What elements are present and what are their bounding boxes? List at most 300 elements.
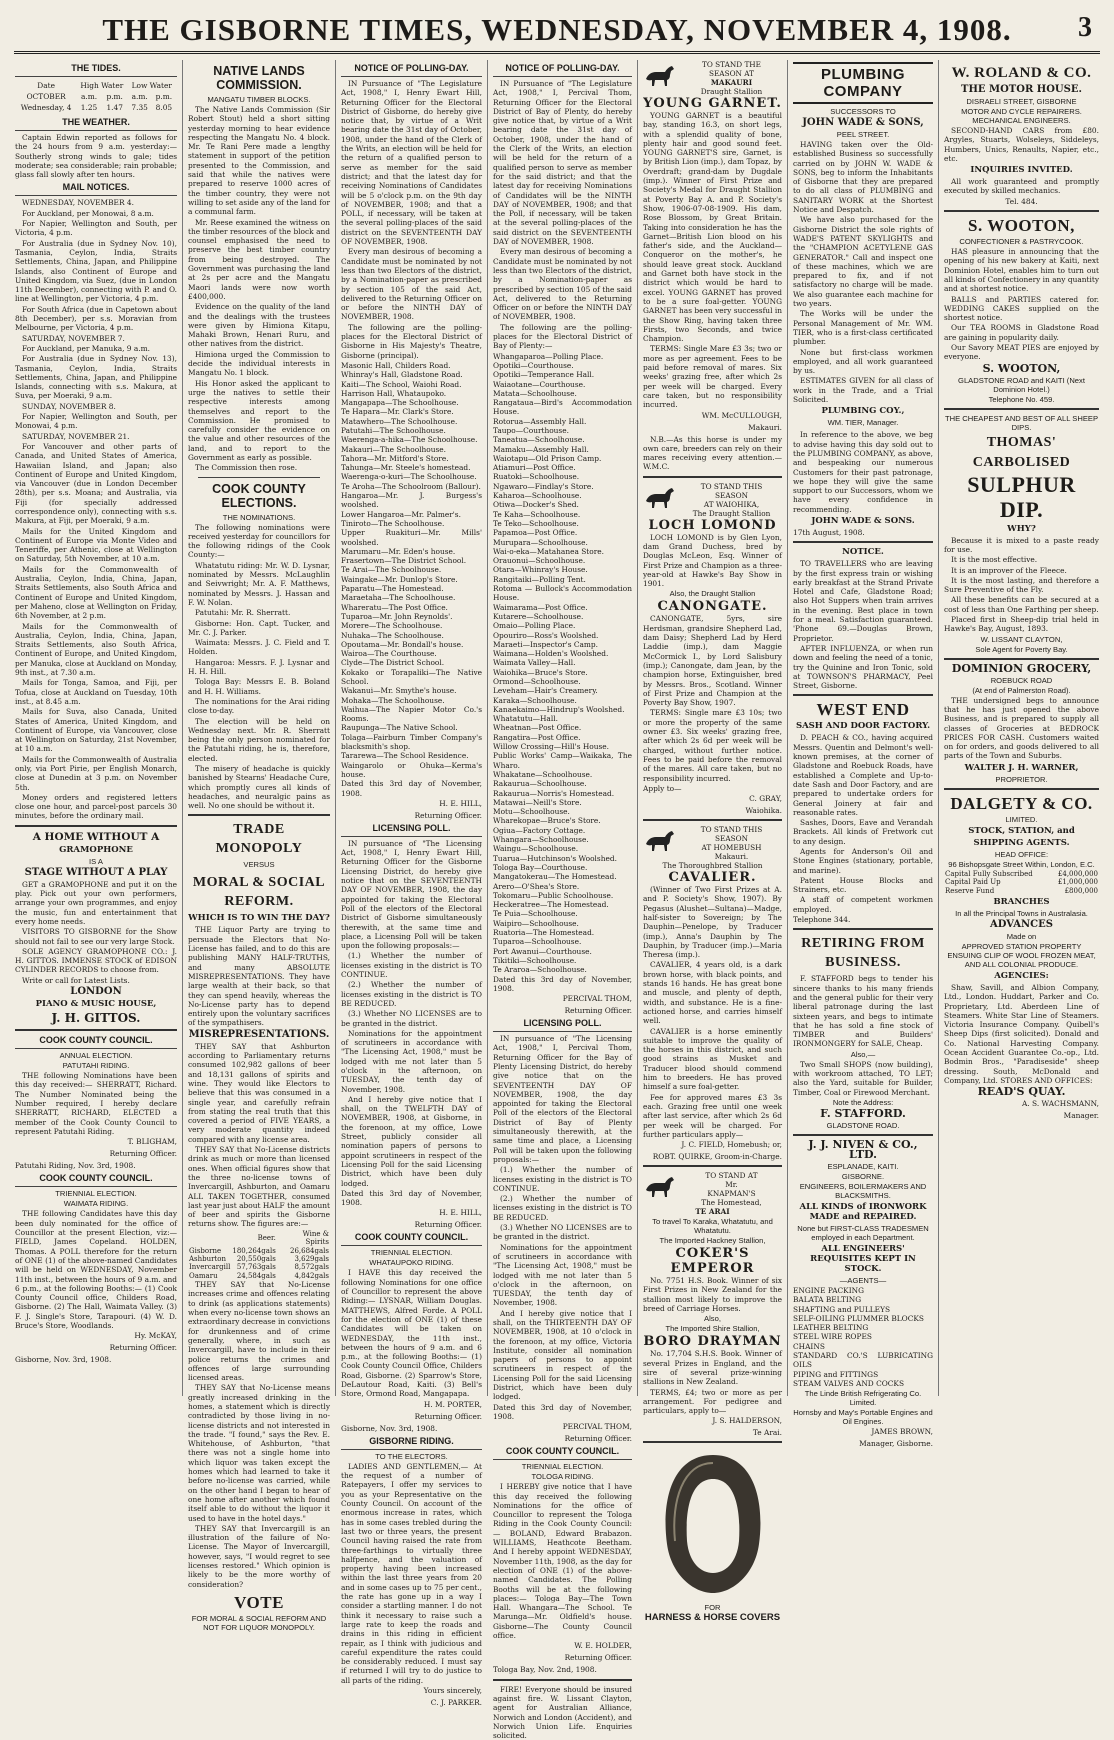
sulphur-agent: Sole Agent for Poverty Bay.: [975, 644, 1068, 654]
stallion-top: SEASON: [715, 834, 748, 844]
polling-place: Kutarere—Schoolhouse.: [493, 611, 584, 621]
polling-places: [493, 352, 632, 975]
polling-place: Tahora—Mr. Mitford's Store.: [341, 453, 449, 463]
polling-place: Whangaparoa—Polling Place.: [493, 351, 604, 361]
notice-heading: NOTICE.: [842, 547, 884, 558]
mail-notice-item: For Australia (due in Sydney Nov. 13), Tasmania, Ceylon, India, Straits Settlements, China, Japan, and Philippine Islands, connecting with s.s. Makura, at Suva, per Moeraki, 9 a.m.: [15, 354, 177, 401]
table-cell: £800,000: [1064, 886, 1098, 895]
retiring-name: F. STAFFORD.: [820, 1106, 906, 1120]
licensing-text: Nominations for the appointment of scrutineers in accordance with "The Licensing Act, 1908," must be lodged with me not later than 5 o'clock in the afternoon, on TUESDAY, the tenth day of November, 1908.: [341, 1028, 482, 1094]
roland-inquiries: INQUIRIES INVITED.: [970, 165, 1073, 176]
table-cell: Invercargill: [189, 1263, 231, 1272]
polling-place: Tuparoa—Mr. John Reynolds'.: [341, 611, 453, 621]
polling-place: Whakatane—Schoolhouse.: [493, 769, 593, 779]
signature: JAMES BROWN,: [871, 1427, 933, 1437]
licensing-proposal: (3.) Whether NO LICENSES are to be granted in the district.: [493, 1223, 632, 1242]
mail-notice-item: For Napier, Wellington and South, per Monowai, 4 p.m.: [15, 412, 177, 431]
riding-sub: TO THE ELECTORS.: [375, 1451, 448, 1461]
misrep-article-2: [188, 1280, 330, 1589]
plumbing-heading: PLUMBING COMPANY: [793, 62, 933, 104]
stallion-top: Makauri.: [714, 852, 749, 862]
retiring-addr: GLADSTONE ROAD.: [826, 1120, 900, 1130]
council2-sub: WAIMATA RIDING.: [63, 1199, 129, 1209]
table-cell: Capital Fully Subscribed: [945, 869, 1033, 878]
roland-text: All work guaranteed and promptly executed by skilled mechanics.: [944, 177, 1099, 196]
polling-place: Wai-o-eka—Matahanea Store.: [493, 546, 604, 556]
polling-place: Rotoma — Bullock's Accommodation House.: [493, 584, 632, 603]
native-paragraph: The Native Lands Commission (Sir Robert Stout) held a short sitting yesterday morning to hear evidence respecting the Mangatu No. 4 block. Mr. Te Rani Pere made a lengthy statement in support of the petition presented to the Commission, and said that while the natives were prepared to reserve 1000 acres of the timber country, they were not willing to set aside any of the land for a communal farm.: [188, 105, 330, 217]
polling-place: Mangatokerau—The Homestead.: [493, 872, 617, 882]
signature: Manager, Gisborne.: [859, 1439, 933, 1449]
elections-paragraph: The following nominations were received yesterday for councillors for the following ridings of the Cook County:—: [188, 522, 330, 560]
wooton-sub: CONFECTIONER & PASTRYCOOK.: [959, 237, 1084, 247]
licensing-proposal: (3.) Whether NO LICENSES are to be granted in the district.: [341, 1009, 482, 1028]
signature: Returning Officer.: [564, 1653, 632, 1663]
stallion-top: SEASON: [715, 490, 748, 500]
polling-place: Nuhaka—The Schoolhouse.: [341, 630, 444, 640]
table-cell: £4,000,000: [1057, 869, 1098, 878]
stallion-name: CAVALIER.: [668, 870, 757, 886]
capital-row: [944, 887, 1099, 895]
niven-item: PIPING and FITTINGS: [793, 1369, 879, 1379]
polling-place: Ngawaro—Findlay's Store.: [493, 481, 594, 491]
polling-place: Rakaurua—Norris's Homestead.: [493, 788, 615, 798]
signature: H. M. PORTER,: [423, 1399, 482, 1409]
stallion-top: The Draught Stallion: [692, 508, 771, 518]
signature: PERCIVAL THOM,: [562, 1422, 632, 1432]
canongate-terms: TERMS: Single mare £3 10s; two or more the property of the same owner £3. Six weeks' grazing free, after which 2s 6d per week will be charged, without further notice. Fees to be paid before the removal of the mares. All care taken, but no responsibility incurred.: [643, 708, 782, 783]
elections-paragraph: The election will be held on Wednesday next. Mr. R. Sherratt being the only person nominated for the Patutahi riding, he is, therefore, elected.: [188, 716, 330, 763]
plumbing-company: PLUMBING COY.,: [821, 406, 905, 417]
polling-place: Opoutama—Mr. Bondall's house.: [341, 639, 464, 649]
whataupoko-text: I HAVE this day received the following Nominations for one office of Councillor to represent the above Riding:— LYSNAR, William Douglas. MATTHEWS, Alfred Forde. A POLL for the election of ONE (1) of these Candidates will be taken on WEDNESDAY, the 11th inst., between the hours of 9 a.m. and 6 p.m., at the following Booths:— (1) Cook County Council Office, Childers Road, Gisborne. (2) Sparrow's Store, DeLautour Road, Kaiti. (3) Bell's Store, Ormond Road, Mangapapa.: [341, 1268, 482, 1399]
polling-place: Orauonui—Schoolhouse.: [493, 556, 586, 566]
signature: C. GRAY,: [749, 794, 782, 804]
plumbing-manager: WM. TIER, Manager.: [827, 418, 899, 428]
whataupoko-sub: WHATAUPOKO RIDING.: [369, 1258, 454, 1268]
polling-place: Whinray's Hall, Gladstone Road.: [341, 370, 463, 380]
stallion-top: TO STAND AT: [705, 1171, 758, 1181]
dalgety-quay: READ'S QUAY.: [977, 1085, 1066, 1099]
polling-text: Every man desirous of becoming a Candidate must be nominated by not less than two Electors of the district, by a Nomination-paper as prescribed by section 105 of the said Act, delivered to the Returning Officer on or before the NINTH DAY of NOVEMBER, 1908.: [341, 247, 482, 322]
cokers-emperor-ad: [643, 1171, 782, 1216]
dalgety-branches: BRANCHES: [993, 896, 1050, 907]
cavalier-text: CAVALIER, 4 years old, is a dark brown horse, with black points, and stands 16 hands. He has great bone and muscle, and plenty of depth, width, and substance. He is a fine-actioned horse, and carries himself well.: [643, 960, 782, 1026]
wooton-addr: GLADSTONE ROAD and KAITI (Next Dominion Hotel.): [958, 375, 1085, 394]
trade-heading: TRADE MONOPOLY: [215, 822, 303, 857]
notice-date: Gisborne, Nov. 3rd, 1908.: [341, 1423, 438, 1433]
polling-place: Whareratu—The Post Office.: [341, 602, 448, 612]
tologa-sub: TOLOGA RIDING.: [531, 1472, 594, 1482]
horse-icon: [643, 827, 677, 853]
polling-place: Waimata Valley—Hall.: [493, 658, 576, 668]
polling-place: Hangaroa—Mr. J. Burgess's woolshed.: [341, 491, 482, 510]
dominion-heading: DOMINION GROCERY,: [951, 661, 1092, 675]
table-cell: 24,584gals: [236, 1271, 276, 1280]
loch-also: Also, the Draught Stallion: [669, 589, 756, 599]
native-sub: MANGATU TIMBER BLOCKS.: [207, 95, 311, 104]
mail-notice-item: SATURDAY, NOVEMBER 21.: [22, 431, 130, 441]
polling-place: Wakanui—Mr. Smythe's house.: [341, 686, 457, 696]
elections-paragraph: The misery of headache is quickly banished by Stearns' Headache Cure, which promptly cures all kinds of headaches, and neuralgic pains as well. No one should be without it.: [188, 764, 330, 811]
mail-heading: MAIL NOTICES.: [15, 182, 177, 196]
beer-row: [188, 1272, 330, 1280]
vote-sub: FOR MORAL & SOCIAL REFORM AND NOT FOR LIQUOR MONOPOLY.: [191, 1613, 327, 1632]
stallion-top: MAKAURI: [710, 78, 753, 87]
canongate-text: CANONGATE, 5yrs, sire Herdsman, grandsire Shepherd Lad, dam Daisy; Shepherd Lad by Herd Laddie (imp.), dam Maggie McCormick I., by Lord Salisbury (imp.); Canongate, dam Jean, by the champion horse, Extinguisher, bred by Messrs. Bros., Scotland. Winner of First Prize and Champion at the Poverty Bay Show, 1907.: [643, 614, 782, 708]
polling-place: Morere—The Schoolhouse.: [341, 621, 443, 631]
stallion-top: TO STAND THIS: [700, 481, 763, 491]
tide-table: [15, 79, 177, 114]
tides-heading: THE TIDES.: [15, 63, 177, 77]
polling-place: Motu—Schoolhouse.: [493, 807, 570, 817]
reform-heading: MORAL & SOCIAL REFORM.: [192, 875, 326, 910]
signature: ROBT. QUIRKE, Groom-in-Charge.: [652, 1152, 782, 1162]
polling-heading: NOTICE OF POLLING-DAY.: [493, 63, 632, 77]
native-paragraph: Himiona urged the Commission to decide the individual interests in Mangatu No. 1 block.: [188, 349, 330, 378]
dominion-sub: (At end of Palmerston Road).: [972, 685, 1071, 695]
drayman-terms: TERMS, £4; two or more as per arrangement. For pedigree and particulars, apply to—: [643, 1387, 782, 1416]
polling-place: Opotiki—Temperance Hall.: [493, 370, 595, 380]
polling-place: Tuarua—Hutchinson's Woolshed.: [493, 853, 617, 863]
influenza-notice: AFTER INFLUENZA, or when run down and feeling the need of a tonic, try the Quinine and Iron Tonic, sold at TOWNSON'S PHARMACY, Peel Street, Gisborne.: [793, 643, 933, 691]
polling-place: Tararewa—The School Residence.: [341, 751, 469, 761]
london-label: LONDON: [70, 986, 122, 998]
retiring-text: F. STAFFORD begs to tender his sincere thanks to his many friends and the general public for their very liberal patronage during the last sixteen years, and begs to intimate that he has sold a fine stock of TIMBER and Builders' IRONMONGERY for SALE, Cheap.: [793, 974, 933, 1049]
tide-head-date: Date: [37, 81, 55, 90]
table-cell: Oamaru: [189, 1271, 218, 1280]
polling-place: Ormond—Schoolhouse.: [493, 677, 581, 686]
stallion-top: Draught Stallion: [700, 87, 763, 96]
signature: Returning Officer.: [414, 810, 482, 820]
horse-icon: [643, 62, 677, 88]
newspaper-title: THE GISBORNE TIMES, WEDNESDAY, NOVEMBER 4, 1908.: [102, 12, 1012, 47]
roland-tel: Tel. 484.: [1005, 196, 1038, 206]
polling-place: Karaka—Schoolhouse.: [493, 695, 577, 705]
native-paragraph: The Commission then rose.: [195, 463, 298, 473]
gittos-label: J. H. GITTOS.: [51, 1011, 141, 1026]
niven-engines: Hornsby and May's Portable Engines and Oil Engines.: [793, 1408, 933, 1427]
niven-heading: J. J. NIVEN & CO., LTD.: [808, 1137, 918, 1161]
niven-item: STANDARD CO.'S LUBRICATING OILS: [793, 1351, 933, 1370]
gramophone-paragraph: Write or call for Latest Lists.: [22, 975, 130, 985]
trade-question: WHICH IS TO WIN THE DAY?: [188, 913, 330, 924]
wooton-phone: Telephone No. 459.: [988, 394, 1055, 404]
apply-label: Apply to—: [643, 783, 682, 793]
table-cell: Wine & Spirits: [302, 1229, 329, 1247]
council2-heading: COOK COUNTY COUNCIL.: [15, 1173, 177, 1187]
elections-paragraph: Waimata: Messrs. J. C. Field and T. Holden.: [188, 638, 330, 657]
polling-place: Te Kaha—Schoolhouse.: [493, 509, 581, 519]
niven-item: BALATA BELTING: [793, 1295, 862, 1305]
notice-date: Dated this 3rd day of November, 1908.: [341, 1188, 482, 1208]
westend-sub: SASH AND DOOR FACTORY.: [795, 721, 931, 732]
column-2: [182, 60, 335, 1632]
retiring-text: Two Small SHOPS (now building), with workroom attached, TO LET; also the Yard, suitable for Builder, Timber, Coal or Firewood Merchant.: [793, 1059, 933, 1097]
polling-place: Otara—Whinray's House.: [493, 565, 588, 575]
polling-place: Port Awanui—Courthouse.: [493, 946, 592, 956]
table-cell: £1,000,000: [1057, 878, 1098, 887]
wooton-text: HAS pleasure in announcing that the opening of his new bakery at Kaiti, next Dominion Hotel, enables him to turn out all kinds of Confectionery in any quantity and at shortest notice.: [944, 247, 1099, 294]
table-cell: 26,684gals: [290, 1246, 329, 1255]
tide-head-low: Low Water: [131, 81, 172, 90]
column-6: [787, 60, 938, 1449]
sulphur-agent: W. LISSANT CLAYTON,: [980, 634, 1063, 644]
polling-place: Omaio—Polling Place.: [493, 621, 576, 631]
sulphur-reason: It is an improver of the Fleece.: [951, 565, 1067, 575]
misrep-paragraph: THEY SAY that No-License means greatly increased drinking in the homes, a statement which is directly contradicted by those living in no-license districts and not interested in the trade. "I found," says the Rev. E. Whitehouse, of Ashburton, "that there was not a single home into which liquor was taken except the homes which had learned to take it before no-license was carried, while on the other hand I began to hear of one home after another which found itself able to do without the liquor it used to have in the hotel days.": [188, 1383, 330, 1523]
polling-place: Atiamuri—Post Office.: [493, 463, 576, 473]
licensing-heading: LICENSING POLL.: [341, 823, 482, 837]
polling-place: Matawhero—The Schoolhouse.: [341, 416, 458, 426]
riding-heading: GISBORNE RIDING.: [341, 1436, 482, 1450]
niven-addr: ESPLANADE, KAITI.: [827, 1161, 899, 1171]
sulphur-reason: All these benefits can be secured at a cost of less than One Farthing per sheep.: [944, 595, 1099, 614]
polling-place: Waipiro—Schoolhouse.: [493, 918, 579, 928]
misrep-paragraph: THEY SAY that No-License increases crime and offences relating to drink (as applications statements) when every no-license town shows an extraordinary decrease in convictions for drunkenness and of crime generally, where, in such as Invercargill, have to include in their police returns the crimes and offences of large surrounding licensed areas.: [188, 1280, 330, 1383]
table-cell: 4,842gals: [294, 1271, 329, 1280]
tide-sub: p.m.: [106, 92, 123, 101]
table-cell: Gisborne: [189, 1246, 222, 1255]
signature: JOHN WADE & SONS.: [811, 515, 915, 526]
tide-sub: a.m.: [131, 92, 148, 101]
polling-places: [341, 361, 482, 779]
elections-paragraph: Patutahi: Mr. R. Sherratt.: [195, 608, 291, 618]
polling-place: Opotiki—Courthouse.: [493, 360, 574, 370]
dalgety-approved: APPROVED STATION PROPERTY ENSUING CLIP OF WOOL FROZEN MEAT, AND ALL COLONIAL PRODUCE.: [947, 941, 1096, 969]
polling-text: Every man desirous of becoming a Candidate must be nominated by not less than two Electors of the district, by a Nomination-paper as prescribed by section 105 of the said Act, delivered to the Returning Officer on or before the NINTH DAY of NOVEMBER, 1908.: [493, 247, 632, 322]
plumbing-wade: JOHN WADE & SONS,: [802, 117, 924, 128]
cokers-shire: The Imported Shire Stallion,: [665, 1324, 760, 1334]
mail-notice-item: For South Africa (due in Capetown about 8th December), per s.s. Moravian from Melbourne, per Victoria, 4 p.m.: [15, 304, 177, 333]
polling-place: Willow Crossing—Hill's House.: [493, 742, 610, 752]
roland-heading: W. ROLAND & CO.: [951, 65, 1092, 81]
tide-cell: 8.05: [155, 103, 173, 112]
sulphur-name: SULPHUR: [967, 471, 1076, 497]
polling-place: Waingarolo or Ohuka—Kerma's house.: [341, 760, 482, 779]
council1-heading: COOK COUNTY COUNCIL.: [15, 1035, 177, 1049]
polling-place: Waerenga-a-hika—The Schoolhouse.: [341, 435, 478, 445]
whataupoko-sub: TRIENNIAL ELECTION.: [370, 1248, 453, 1258]
polling-place: Heckeratree—The Homestead.: [493, 900, 609, 910]
young-garnet-ad: [643, 60, 782, 111]
beer-table: [188, 1230, 330, 1280]
stallion-top: TO STAND THE: [701, 60, 762, 69]
westend-text: Agents for Anderson's Oil and Stone Engines (stationary, portable, and marine).: [793, 847, 933, 875]
council2-sub: TRIENNIAL ELECTION.: [55, 1189, 137, 1199]
signature: Makauri.: [748, 422, 782, 432]
sulphur-reason: It is the most effective.: [951, 555, 1038, 565]
polling-place: Waiaotane—Courthouse.: [493, 379, 586, 389]
misrep-paragraph: THEY SAY that Invercargill is an illustration of the failure of No-License. The Mayor of Invercargill, however, says, "I would regret to see licenses restored." Which opinion is likely to be the more worthy of consideration?: [188, 1523, 330, 1589]
polling-place: Kaiti—The School, Waiohi Road.: [341, 379, 462, 389]
misrep-article: [188, 1042, 330, 1229]
mail-notice-item: For Vancouver and other parts of Canada, and United States of America, Hawaiian Island, and Japan; also Continent of Europe and United Kingdom, via Vancouver (due in London December 28th), per s.s. Moana; and Australia, via Fiji (for specially addressed correspondence only), connecting with s.s. Makura, at Fiji, per Moeraki, 9 a.m.: [15, 441, 177, 526]
gramophone-line3: IS A: [89, 856, 103, 866]
niven-agents: —AGENTS—: [839, 1275, 887, 1285]
niven-all: ALL KINDS of IRONWORK MADE and REPAIRED.: [799, 1201, 927, 1222]
notice-date: Gisborne, Nov. 3rd, 1908.: [15, 1355, 112, 1365]
column-7: [938, 60, 1104, 1396]
cokers-text: No. 7751 H.S. Book. Winner of six First Prizes in New Zealand for the stallion most likely to improve the breed of Carriage Horses.: [643, 1276, 782, 1314]
signature: A. S. WACHSMANN,: [1022, 1099, 1099, 1109]
council1-text: THE following Nominations have been this day received:— SHERRATT, Richard. The Number Nominated being the Number required, I hereby declare SHERRATT, RICHARD, ELECTED a member of the Cook County Council to represent Patutahi Riding.: [15, 1071, 177, 1136]
tide-sub: p.m.: [155, 92, 173, 101]
trade-article: [188, 925, 330, 1027]
mail-notice-item: SATURDAY, NOVEMBER 7.: [22, 333, 125, 343]
table-cell: 20,550gals: [236, 1254, 276, 1263]
native-paragraph: Evidence on the quality of the land and the dealings with the trustees were given by Himiona Kitapu, Mahaki Brown, Henari Ruru, and other natives from the district.: [188, 302, 330, 349]
polling-place: Rangatira—Post Office.: [493, 732, 581, 742]
plumbing-successors: SUCCESSORS TO: [830, 107, 896, 116]
misrep-paragraph: THEY SAY that Ashburton according to Parliamentary returns consumed 102,982 gallons of beer and 18,131 gallons of spirits and wine. They would like Electors to believe that this was consumed in a single year, and carefully refrain from stating the real truth that this covered a period of FIVE YEARS, a very moderate quantity indeed compared with any license area.: [188, 1041, 330, 1144]
polling-place: Taupo—Courthouse.: [493, 425, 569, 435]
native-heading: NATIVE LANDS COMMISSION.: [213, 64, 305, 92]
stallion-top: Mr.: [725, 1180, 738, 1190]
cavalier-ad: [643, 825, 782, 885]
niven-req: ALL ENGINEERS' REQUISITES KEPT IN STOCK.: [810, 1243, 916, 1274]
tide-sub: OCTOBER: [26, 92, 66, 101]
polling-place: Murupara—Schoolhouse.: [493, 537, 588, 547]
polling-place: Waimarama—Post Office.: [493, 602, 588, 612]
polling-place: Arero—O'Shea's Store.: [493, 881, 580, 891]
plumbing-text: HAVING taken over the Old-established Business so successfully carried on by JOHN W. WADE & SONS, beg to inform the Inhabitants of Gisborne that they are prepared to do all class of PLUMBING and SANITARY WORK at the Shortest Notice and Despatch.: [793, 140, 933, 215]
polling-place: Maraetaha—The Schoolhouse.: [341, 593, 456, 603]
licensing-proposal: (1.) Whether the number of licenses existing in the district is TO CONTINUE.: [493, 1165, 632, 1193]
covers-line: HARNESS & HORSE COVERS: [644, 1612, 781, 1624]
polling-place: Whatatutu—Hall.: [493, 714, 558, 724]
fire-insurance-ad: FIRE! Everyone should be insured against fire. W. Lissant Clayton, agent for Australian Alliance, Norwich and London (Accident), and Norwich Union Life. Enquiries solicited.: [493, 1684, 632, 1740]
misrep-paragraph: THEY SAY that No-License districts drink as much or more than licensed ones. When official figures show that the three no-license towns of Invercargill, Ashburton, and Oamaru ALL TAKEN TOGETHER, consumed last year just about HALF the amount of beer and spirits the Gisborne returns show. The figures are:—: [188, 1145, 330, 1229]
notice-date: Dated this 3rd day of November, 1908.: [493, 974, 632, 993]
notice-date: 17th August, 1908.: [793, 527, 865, 537]
beer-row: [188, 1255, 330, 1263]
sulphur-why: WHY?: [1007, 523, 1036, 534]
polling-place: Public Works' Camp—Waikaka, The Wharo.: [493, 751, 632, 770]
loch-lomond-ad: [643, 482, 782, 533]
elections-paragraph: Gisborne: Hon. Capt. Tucker, and Mr. C. J. Parker.: [188, 618, 330, 637]
tide-cell: Wednesday, 4: [20, 103, 72, 112]
weather-heading: THE WEATHER.: [15, 117, 177, 131]
wooton-name: S. WOOTON,: [982, 361, 1061, 375]
stallion-top: AT WAIOHIKA,: [703, 499, 760, 509]
piano-label: PIANO & MUSIC HOUSE,: [35, 999, 157, 1010]
garnet-nb: N.B.—As this horse is under my own care, breeders can rely on their mares receiving every attention.—W.M.C.: [643, 434, 782, 472]
polling-place: Maraeti—Inspector's Camp.: [493, 639, 599, 649]
polling-place: Te Teko—Schoolhouse.: [493, 518, 579, 528]
stallion-top: The Thoroughbred Stallion: [662, 861, 763, 871]
trade-versus: VERSUS: [243, 860, 275, 870]
dalgety-advances: ADVANCES: [990, 918, 1053, 930]
tide-head-high: High Water: [80, 81, 124, 90]
beer-row: [188, 1263, 330, 1271]
elections-article: [188, 523, 330, 811]
westend-heading: WEST END: [816, 700, 910, 720]
polling-place: Mohaka—The Schoolhouse.: [341, 695, 445, 705]
tologa-text: I HEREBY give notice that I have this day received the following Nominations for the office of Councillor to represent the Tologa Riding in the Cook County Council:— BOLAND, Edward Brabazon. WILLIAMS, Heathcote Beetham. And I hereby appoint WEDNESDAY, November 11th, 1908, as the day for election of ONE (1) of the above-named Candidates. The Polling Booths will be at the following places:— Tologa Bay—The Town Hall. Whangara—The School. Te Marunga—Mr. Oldfield's house. Gisborne—The County Council office.: [493, 1482, 632, 1641]
niven-item: ENGINE PACKING: [793, 1285, 864, 1295]
tologa-sub: TRIENNIAL ELECTION.: [521, 1462, 604, 1472]
licensing-text: IN pursuance of "The Licensing Act, 1908," I, Percival Thom, Returning Officer for the Bay of Plenty Licensing District, do hereby give notice that on the SEVENTEENTH DAY OF NOVEMBER, 1908, the day appointed for taking the Electoral Poll of the electors of the Electoral District of Bay of Plenty simultaneously therewith, at the same time and place, a Licensing Poll will be taken upon the following proposals:—: [493, 1034, 632, 1164]
stallion-name: CANONGATE.: [657, 599, 768, 615]
polling-heading: NOTICE OF POLLING-DAY.: [341, 63, 482, 77]
stallion-top: The Homestead,: [701, 1198, 762, 1208]
niven-town: GISBORNE.: [841, 1171, 885, 1181]
capital-row: [944, 878, 1099, 886]
mail-notice-item: Mails for the United Kingdom and Continent of Europe via Monte Video and Teneriffe, per Athenic, close at Wellington on Saturday, 5th November, at 10 a.m.: [15, 526, 177, 564]
polling-place: Te Araroa—Schoolhouse.: [493, 965, 587, 975]
council1-sub: PATUTAHI RIDING.: [62, 1061, 130, 1071]
signature: W. E. HOLDER,: [574, 1641, 632, 1651]
vote-heading: VOTE: [234, 1592, 284, 1612]
mail-notice-item: SUNDAY, NOVEMBER 8.: [22, 401, 116, 411]
polling-place: Tahunga—Mr. Steele's homestead.: [341, 463, 471, 473]
stallion-top: TO STAND THIS: [700, 825, 763, 835]
cavalier-text: (Winner of Two First Prizes at A. and P. Society's Show, 1907). By Pegasus (Alushet—Sultana)—Madge, half-sister to Sovereign; by The Dauphin—Penelope, by Traducer (imp.), Anna's Dauphin by The Dauphin, by Traducer (imp.)—Maria Theresa (imp.).: [643, 885, 782, 960]
licensing-text: And I hereby give notice that I shall, on the THIRTEENTH DAY OF NOVEMBER, 1908, at 10 o'clock in the forenoon, at my office, Victoria Institute, consider all nomination papers of persons to appoint scrutineers in respect of the Licensing Poll for the said Licensing District, which have been duly lodged.: [493, 1308, 632, 1402]
licensing-heading: LICENSING POLL.: [493, 1018, 632, 1032]
signature: H. E. HILL,: [439, 1208, 482, 1218]
garnet-text: YOUNG GARNET is a beautiful bay, standing 16.3, on short legs, with a splendid quality of bone, plenty hair and good sound feet. YOUNG GARNET'S sire, Garnet, is by British Lion (imp.), dam Topaz, by Overdraft; grand-dam by Dugdale (imp.). Winner of First Prize and Society's Medal for Draught Stallion at Poverty Bay A. and P. Society's Show, 1906-07-08-1909. His dam, Rose Blossom, by Great Britain. Taking into consideration he has the Garnet—British Lion blood on his father's side, and the Auckland—Conqueror on the mother's, he should leave great stock. Auckland and Garnet both have stock in the district which would be hard to excel. YOUNG GARNET has proved to be a sure foal-getter. YOUNG GARNET has been very successful in the Show Ring, having taken three Firsts, two Seconds, and twice Champion.: [643, 111, 782, 344]
loch-text: LOCH LOMOND is by Glen Lyon, dam Grand Duchess, bred by Douglas McLeon, Esq. Winner of First Prize and Champion as a three-year-old at Hawke's Bay Show in 1901.: [643, 532, 782, 589]
elections-sub: THE NOMINATIONS.: [222, 512, 296, 522]
polling-place: Te Arai—The Schoolhouse.: [341, 565, 442, 575]
dominion-addr: ROEBUCK ROAD: [990, 675, 1053, 685]
capital-row: [944, 870, 1099, 878]
polling-place: Te Puia—Schoolhouse.: [493, 909, 578, 919]
polling-place: Mangapapa—The Schoolhouse.: [341, 398, 459, 408]
polling-text: The following are the polling-places for the Electoral District of Bay of Plenty:—: [493, 322, 632, 351]
covers-for: FOR: [704, 1603, 721, 1613]
polling-place: Rakaurua—Schoolhouse.: [493, 779, 587, 789]
elections-paragraph: Whatatutu riding: Mr. W. D. Lysnar, nominated by Messrs. McLaughlin and Seivwright; Mr. A. F. Matthews, nominated by Messrs. J. Hassan and F. W. Nolan.: [188, 560, 330, 607]
licensing-proposal: (2.) Whether the number of licenses existing in the district is TO BE REDUCED.: [493, 1194, 632, 1222]
mail-notice-item: Mails for Suva, also Canada, United States of America, United Kingdom, and Continent of Europe, via Vancouver, close at Wellington on Saturday, 21st November, at 10 a.m.: [15, 707, 177, 754]
dalgety-stock: STOCK, STATION, and: [968, 825, 1075, 836]
mail-notice-item: Mails for the Commonwealth of Australia, Ceylon, India, China, Japan, Straits Settlements, also South Africa, Continent of Europe, and United Kingdom, per Manuka, close at Auckland on Monday, 9th inst., at 7.30 a.m.: [15, 621, 177, 678]
stallion-top: TE ARAI: [695, 1207, 730, 1217]
polling-place: Lower Hangaroa—Mr. Palmer's.: [341, 509, 461, 519]
signature: H. E. HILL,: [439, 798, 482, 808]
mail-notices: [15, 198, 177, 820]
horse-collar-icon: [653, 1449, 773, 1599]
niven-linde: The Linde British Refrigerating Co. Limited.: [804, 1389, 922, 1408]
niven-item: LEATHER BELTING: [793, 1323, 869, 1333]
dominion-text: THE undersigned begs to announce that he has just opened the above Business, and is prepared to supply all classes of Groceries at BEDROCK PRICES FOR CASH. Customers waited on for orders, and goods delivered to all parts of the Town and Suburbs.: [944, 695, 1099, 761]
horse-icon: [643, 484, 677, 510]
polling-place: Te Aroha—The Schoolroom (Ballour).: [341, 481, 481, 491]
roland-text: SECOND-HAND CARS from £80. Argyles, Stuarts, Wolseleys, Siddeleys, Humbers, Unics, Renaults, Napier, etc., etc.: [944, 126, 1099, 163]
collar-label: E. WILLIAMS: [705, 1505, 715, 1554]
signature: Returning Officer.: [564, 1006, 632, 1016]
retiring-also: Also,—: [850, 1049, 876, 1059]
polling-place: Tuparoa—Schoolhouse.: [493, 937, 582, 947]
plumbing-text: The Works will be under the Personal Management of Mr. WM. TIER, who is a first-class certificated plumber.: [793, 309, 933, 347]
niven-item: SHAFTING and PULLEYS: [793, 1304, 891, 1314]
westend-text: Patent House Blocks and Strainers, etc.: [793, 875, 933, 895]
sulphur-thomas: THOMAS': [986, 434, 1057, 450]
polling-place: Ruatoki—Schoolhouse.: [493, 472, 580, 482]
mail-notice-item: Money orders and registered letters close one hour, and parcel-post parcels 30 minutes, before the ordinary mail.: [15, 792, 177, 821]
polling-text: The following are the polling-places for the Electoral District of Gisborne in His Majesty's Theatre, Gisborne (principal).: [341, 322, 482, 360]
polling-place: Te Hapara—Mr. Clark's Store.: [341, 407, 454, 417]
niven-item: SELF-OILING PLUMMER BLOCKS: [793, 1313, 924, 1323]
signature: J. C. FIELD, Homebush; or,: [681, 1140, 782, 1150]
mail-notice-item: For Napier, Wellington and South, per Victoria, 4 p.m.: [15, 219, 177, 238]
sulphur-carb: CARBOLISED: [972, 454, 1071, 470]
stallion-top: SEASON AT: [708, 69, 755, 78]
niven-item: STEAM VALVES AND COCKS: [793, 1378, 905, 1388]
